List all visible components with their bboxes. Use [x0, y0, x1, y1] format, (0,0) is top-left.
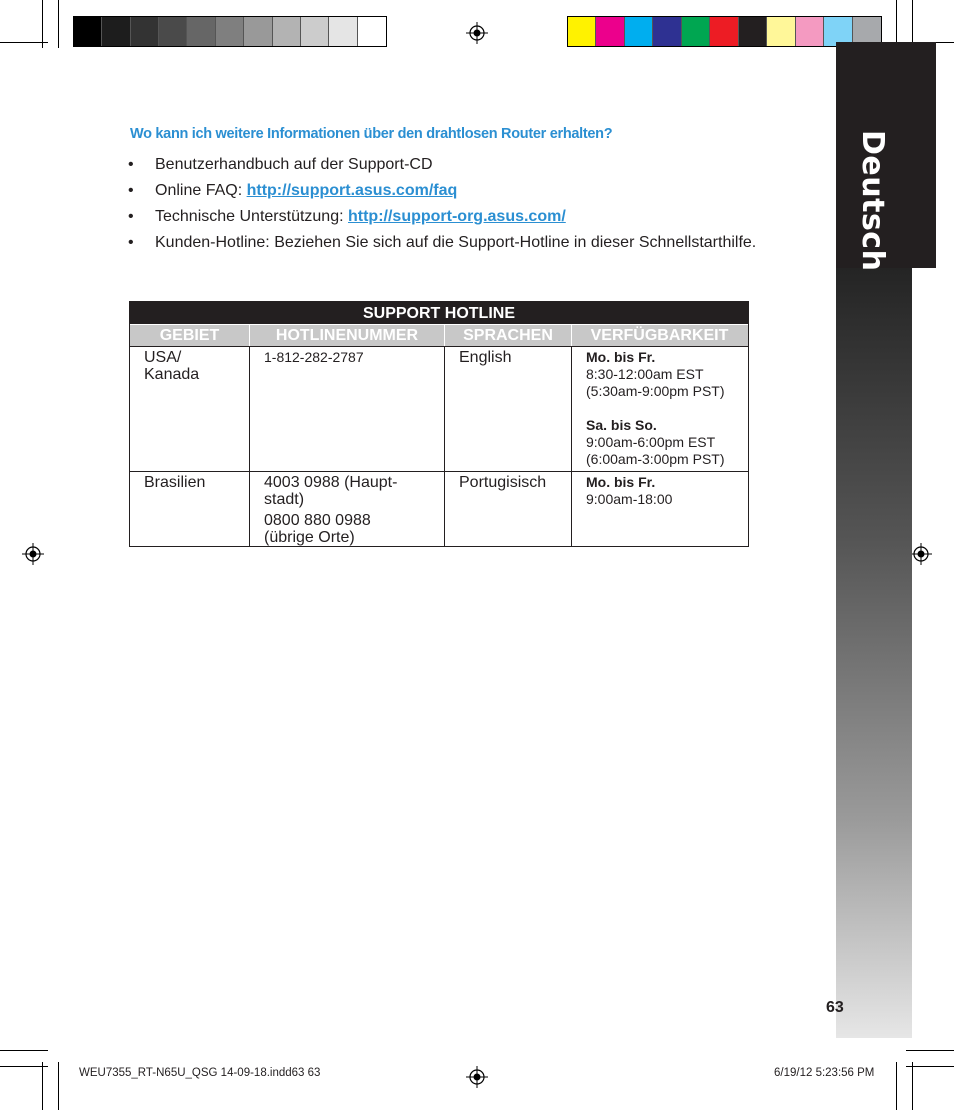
hotline-number-cell [250, 472, 445, 546]
bullet-icon: • [128, 182, 134, 199]
region-cell: Brasilien [130, 472, 250, 546]
list-item-text: Kunden-Hotline: Beziehen Sie sich auf die Support-Hotline in dieser Schnellstarthilfe. [155, 234, 757, 251]
hotline-number: 4003 0988 (Haupt- stadt) [264, 474, 398, 508]
gray-swatch [159, 17, 187, 46]
language-tab-label: Deutsch [855, 130, 890, 272]
color-swatch [682, 17, 710, 46]
region-cell: USA/ Kanada [130, 347, 250, 471]
support-hotline-table [129, 301, 749, 547]
crop-mark [0, 1050, 48, 1051]
crop-mark [0, 1066, 48, 1067]
availability-times: 8:30-12:00am EST [586, 366, 704, 382]
gray-swatch [102, 17, 130, 46]
crop-mark [58, 1062, 59, 1110]
hotline-number-cell [250, 347, 445, 471]
table-header-cell: HOTLINENUMMER [250, 325, 445, 346]
gray-swatch [301, 17, 329, 46]
section-heading: Wo kann ich weitere Informationen über den drahtlosen Router erhalten? [130, 126, 613, 142]
footer-timestamp: 6/19/12 5:23:56 PM [774, 1067, 875, 1079]
table-header-cell: GEBIET [130, 325, 250, 346]
list-item-link[interactable]: http://support-org.asus.com/ [348, 208, 566, 225]
gray-swatch [74, 17, 102, 46]
gray-swatch [273, 17, 301, 46]
list-item-text: Technische Unterstützung: [155, 208, 348, 225]
registration-mark-icon [910, 543, 932, 565]
availability-days: Mo. bis Fr. [586, 474, 656, 490]
crop-mark [906, 1066, 954, 1067]
gray-swatch [329, 17, 357, 46]
list-item-text: Benutzerhandbuch auf der Support-CD [155, 156, 433, 173]
gray-swatch [358, 17, 386, 46]
crop-mark [58, 0, 59, 48]
crop-mark [906, 1050, 954, 1051]
crop-mark [912, 0, 913, 48]
color-swatch [653, 17, 681, 46]
crop-mark [0, 42, 48, 43]
color-calibration-bar [567, 16, 882, 47]
availability-times: 9:00am-6:00pm EST [586, 434, 716, 450]
list-item [128, 230, 756, 256]
availability-times: 9:00am-18:00 [586, 491, 673, 507]
color-swatch [739, 17, 767, 46]
availability-cell [572, 347, 747, 471]
registration-mark-icon [466, 22, 488, 44]
hotline-number: 0800 880 0988 (übrige Orte) [264, 512, 371, 546]
table-header-cell: SPRACHEN [445, 325, 572, 346]
availability-times: (5:30am-9:00pm PST) [586, 383, 725, 399]
grayscale-calibration-bar [73, 16, 387, 47]
info-list [128, 152, 756, 256]
list-item [128, 178, 756, 204]
table-header-row [130, 324, 748, 346]
table-header-cell: VERFÜGBARKEIT [590, 327, 729, 344]
color-swatch [625, 17, 653, 46]
availability-days: Mo. bis Fr. [586, 349, 656, 365]
table-row [130, 346, 748, 471]
table-row [130, 471, 748, 546]
bullet-icon: • [128, 234, 134, 251]
color-swatch [796, 17, 824, 46]
list-item-text: Online FAQ: [155, 182, 247, 199]
availability-days: Sa. bis So. [586, 417, 657, 433]
table-title: SUPPORT HOTLINE [130, 302, 748, 324]
gray-swatch [131, 17, 159, 46]
footer-file-slug: WEU7355_RT-N65U_QSG 14-09-18.indd63 63 [79, 1067, 321, 1079]
bullet-icon: • [128, 208, 134, 225]
language-cell: English [445, 347, 572, 471]
gray-swatch [244, 17, 272, 46]
availability-times: (6:00am-3:00pm PST) [586, 451, 725, 467]
crop-mark [896, 0, 897, 48]
list-item [128, 152, 756, 178]
color-swatch [568, 17, 596, 46]
language-cell: Portugisisch [445, 472, 572, 546]
color-swatch [710, 17, 738, 46]
crop-mark [42, 0, 43, 48]
gray-swatch [187, 17, 215, 46]
color-swatch [767, 17, 795, 46]
hotline-number: 1-812-282-2787 [264, 349, 364, 365]
page-number: 63 [826, 999, 844, 1016]
availability-cell [572, 472, 747, 546]
list-item-link[interactable]: http://support.asus.com/faq [246, 182, 458, 199]
bullet-icon: • [128, 156, 134, 173]
crop-mark [42, 1062, 43, 1110]
list-item [128, 204, 756, 230]
registration-mark-icon [466, 1066, 488, 1088]
gray-swatch [216, 17, 244, 46]
registration-mark-icon [22, 543, 44, 565]
color-swatch [596, 17, 624, 46]
crop-mark [896, 1062, 897, 1110]
crop-mark [912, 1062, 913, 1110]
